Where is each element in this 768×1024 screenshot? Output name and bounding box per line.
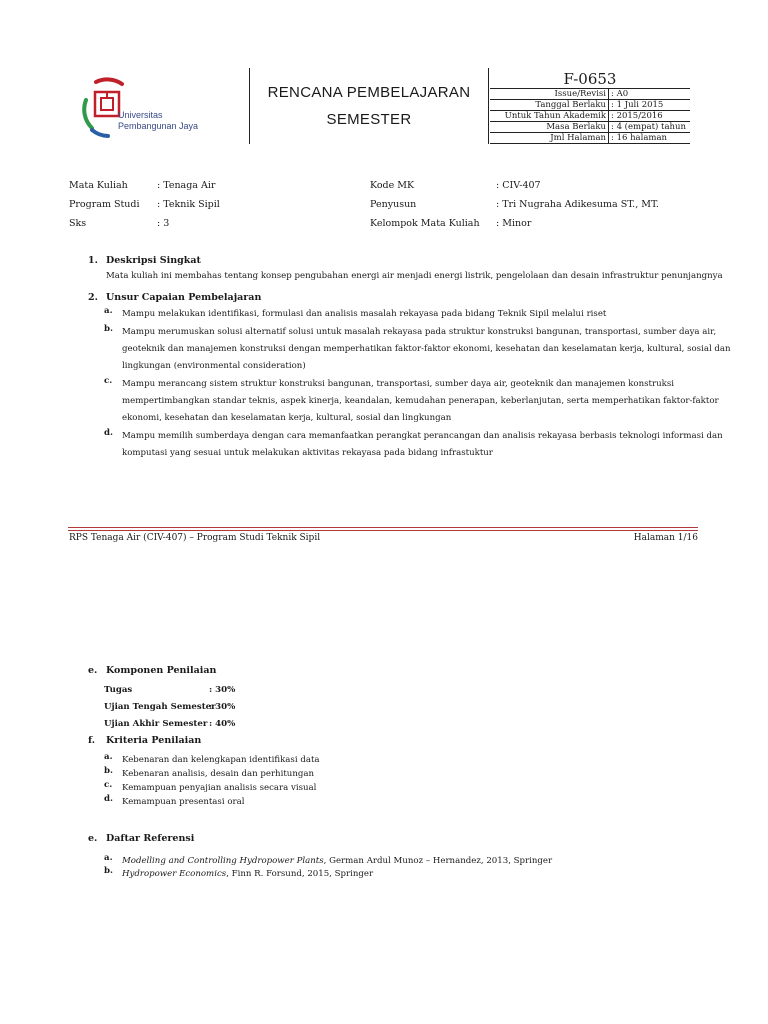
section-number: e. xyxy=(88,833,98,844)
assessment-value: : 30% xyxy=(209,702,236,712)
info-value: : Minor xyxy=(496,218,532,229)
list-marker: c. xyxy=(104,376,113,386)
list-item: Kebenaran dan kelengkapan identifikasi data xyxy=(122,755,320,765)
info-label: Sks xyxy=(69,218,87,229)
section-heading: Unsur Capaian Pembelajaran xyxy=(106,292,262,303)
section-number: 2. xyxy=(88,292,98,303)
footer-rule xyxy=(68,530,698,531)
list-item: lingkungan (environmental consideration) xyxy=(122,361,306,371)
list-marker: b. xyxy=(104,324,114,334)
assessment-label: Tugas xyxy=(104,685,133,695)
reference-details: , Finn R. Forsund, 2015, Springer xyxy=(226,869,374,879)
info-label: Kelompok Mata Kuliah xyxy=(370,218,480,229)
list-item: ekonomi, kesehatan dan keselamatan kerja, kultural, sosial dan lingkungan xyxy=(122,413,452,423)
section-number: f. xyxy=(88,735,96,746)
form-key: Tanggal Berlaku xyxy=(490,100,609,111)
list-marker: b. xyxy=(104,866,114,876)
list-item: komputasi yang sesuai untuk melakukan aktivitas rekayasa pada bidang infrastuktur xyxy=(122,448,493,458)
list-marker: b. xyxy=(104,766,114,776)
header-divider xyxy=(249,68,250,144)
list-marker: d. xyxy=(104,794,114,804)
list-item: Mampu memilih sumberdaya dengan cara memanfaatkan perangkat perancangan dan analisis rekayasa berbasis teknologi informasi dan xyxy=(122,431,723,441)
logo-text-line2: Pembangunan Jaya xyxy=(118,121,199,131)
form-value: : 1 Juli 2015 xyxy=(609,100,691,111)
info-value: : Tri Nugraha Adikesuma ST., MT. xyxy=(496,199,659,210)
list-item: Mampu merancang sistem struktur konstruksi bangunan, transportasi, sumber daya air, geoteknik dan manajemen konstruksi xyxy=(122,379,675,389)
form-info-table xyxy=(490,88,690,144)
table-row xyxy=(490,100,690,111)
list-marker: a. xyxy=(104,853,113,863)
table-row xyxy=(490,122,690,133)
document-title-line2: SEMESTER xyxy=(326,111,412,128)
list-item: Kemampuan penyajian analisis secara visual xyxy=(122,783,317,793)
footer-page-number: Halaman 1/16 xyxy=(633,533,698,543)
section-heading: Daftar Referensi xyxy=(106,833,195,844)
list-item: geoteknik dan manajemen konstruksi dengan memperhatikan faktor-faktor ekonomi, kesehatan dan keselamatan kerja, kultural, sosial dan xyxy=(122,344,731,354)
logo-emblem-icon xyxy=(78,74,228,144)
form-key: Issue/Revisi xyxy=(490,89,609,100)
assessment-value: : 30% xyxy=(209,685,236,695)
table-row xyxy=(490,133,690,144)
form-code: F-0653 xyxy=(563,70,617,88)
footer-rule xyxy=(68,527,698,528)
form-value: : A0 xyxy=(609,89,691,100)
form-value: : 16 halaman xyxy=(609,133,691,144)
section-heading: Komponen Penilaian xyxy=(106,665,217,676)
reference-item xyxy=(122,866,373,884)
list-item: Kemampuan presentasi oral xyxy=(122,797,245,807)
list-marker: c. xyxy=(104,780,113,790)
form-value: : 4 (empat) tahun xyxy=(609,122,691,133)
section-heading: Deskripsi Singkat xyxy=(106,255,201,266)
info-label: Penyusun xyxy=(370,199,417,210)
form-key: Untuk Tahun Akademik xyxy=(490,111,609,122)
info-value: : 3 xyxy=(157,218,170,229)
section-text: Mata kuliah ini membahas tentang konsep pengubahan energi air menjadi energi listrik, pengelolaan dan desain infrastruktur penunjangnya xyxy=(106,271,723,281)
form-key: Masa Berlaku xyxy=(490,122,609,133)
info-value: : Tenaga Air xyxy=(157,180,216,191)
reference-title: Modelling and Controlling Hydropower Plants xyxy=(122,856,324,866)
list-item: Kebenaran analisis, desain dan perhitungan xyxy=(122,769,315,779)
assessment-value: : 40% xyxy=(209,719,236,729)
section-number: 1. xyxy=(88,255,98,266)
reference-title: Hydropower Economics xyxy=(122,869,227,879)
list-marker: a. xyxy=(104,306,113,316)
list-marker: a. xyxy=(104,752,113,762)
assessment-label: Ujian Tengah Semester xyxy=(104,702,216,712)
form-key: Jml Halaman xyxy=(490,133,609,144)
info-label: Program Studi xyxy=(69,199,140,210)
list-item: Mampu melakukan identifikasi, formulasi dan analisis masalah rekayasa pada bidang Teknik Sipil melalui riset xyxy=(122,309,607,319)
table-row xyxy=(490,89,690,100)
footer-course: RPS Tenaga Air (CIV-407) – Program Studi Teknik Sipil xyxy=(69,533,321,543)
list-item: Mampu merumuskan solusi alternatif solusi untuk masalah rekayasa pada struktur konstruksi bangunan, transportasi, sumber daya air, xyxy=(122,327,717,337)
list-item: mempertimbangkan standar teknis, aspek kinerja, keandalan, kemudahan penerapan, keberlanjutan, serta memperhatikan faktor-faktor xyxy=(122,396,719,406)
info-label: Mata Kuliah xyxy=(69,180,128,191)
list-marker: d. xyxy=(104,428,114,438)
section-number: e. xyxy=(88,665,98,676)
table-row xyxy=(490,111,690,122)
info-value: : CIV-407 xyxy=(496,180,541,191)
header-divider xyxy=(488,68,489,144)
assessment-label: Ujian Akhir Semester xyxy=(104,719,208,729)
section-heading: Kriteria Penilaian xyxy=(106,735,202,746)
info-value: : Teknik Sipil xyxy=(157,199,220,210)
university-logo xyxy=(78,74,228,144)
form-value: : 2015/2016 xyxy=(609,111,691,122)
reference-details: , German Ardul Munoz – Hernandez, 2013, Springer xyxy=(323,856,553,866)
document-title-line1: RENCANA PEMBELAJARAN xyxy=(267,84,471,101)
info-label: Kode MK xyxy=(370,180,415,191)
logo-text-line1: Universitas xyxy=(118,110,163,120)
